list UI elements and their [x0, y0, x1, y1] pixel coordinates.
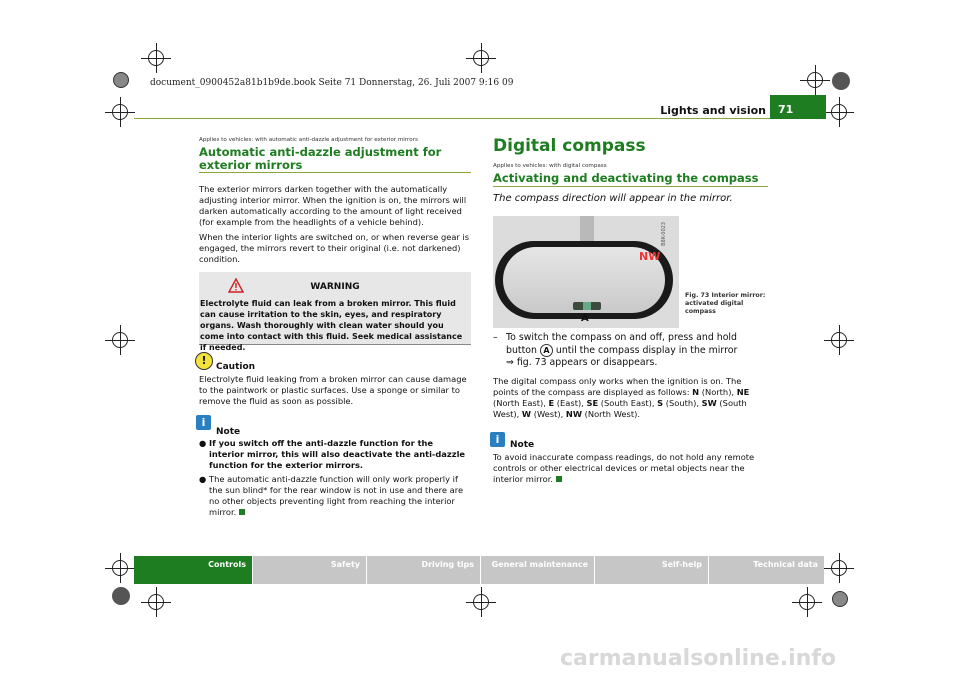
note-title: Note: [510, 440, 535, 450]
compass-display: NW: [639, 250, 661, 263]
header-rule: [134, 118, 824, 119]
crosshair-icon: [831, 560, 847, 576]
text: (East),: [554, 398, 587, 408]
chapter-tabs: [134, 556, 826, 584]
text: The digital compass only works when the ignition is on. The points of the compass are displayed as follows:: [493, 376, 742, 397]
list-item: [199, 438, 471, 471]
caution-icon: !: [195, 352, 213, 370]
info-icon: i: [490, 432, 505, 447]
compass-point: SE: [586, 398, 599, 408]
figure-reference: ⇒ fig. 73 appears or disappears.: [506, 357, 658, 368]
compass-point: E: [548, 398, 555, 408]
running-header: Lights and vision: [660, 104, 766, 117]
registration-star-icon: [113, 72, 129, 88]
note-list: [199, 438, 471, 518]
note-bullet-text: The automatic anti-dazzle function will only work properly if the sun blind* for the rear window is not in use and there are no other objects preventing light from reaching the interior mirror.: [209, 474, 464, 517]
note-text-content: To avoid inaccurate compass readings, do not hold any remote controls or other electrical devices or metal objects near the interior mirror.: [493, 452, 755, 484]
list-item: [199, 474, 471, 518]
step-text-a: To switch the compass on and off, press and hold button: [506, 332, 737, 356]
crosshair-icon: [799, 594, 815, 610]
compass-point: NE: [736, 387, 750, 397]
body-text: [199, 184, 471, 265]
bullet-icon: ●: [199, 474, 207, 484]
end-mark-icon: [556, 476, 562, 482]
crosshair-icon: [112, 560, 128, 576]
step-text-b: until the compass display in the mirror: [555, 345, 738, 356]
crosshair-icon: [473, 50, 489, 66]
registration-dot-icon: [112, 587, 130, 605]
step-item: [493, 332, 768, 369]
figure-caption: Fig. 73 Interior mirror: activated digital compass: [685, 292, 766, 315]
registration-dot-icon: [832, 72, 850, 90]
compass-point: S: [657, 398, 664, 408]
info-icon: i: [196, 415, 211, 430]
button-a-icon: A: [540, 344, 553, 357]
caution-text: Electrolyte fluid leaking from a broken mirror can cause damage to the paintwork or plastic surfaces. Use a sponge or similar to remove the fluid as soon as possible.: [199, 374, 467, 406]
tab-driving-tips[interactable]: Driving tips: [367, 556, 480, 584]
tab-controls[interactable]: Controls: [134, 556, 252, 584]
page-heading: Digital compass: [493, 136, 646, 156]
note-bullet-text: If you switch off the anti-dazzle function for the interior mirror, this will also deactivate the anti-dazzle function for the exterior mirrors.: [209, 438, 466, 470]
intro-text: The compass direction will appear in the mirror.: [493, 193, 733, 204]
paragraph: The exterior mirrors darken together with the automatically adjusting interior mirror. When the ignition is on, the mirrors will darken automatically according to the amount of light received (for example from the headlights of a vehicle behind).: [199, 184, 467, 227]
crosshair-icon: [807, 72, 823, 88]
text: (North East),: [493, 398, 549, 408]
bullet-icon: ●: [199, 438, 207, 448]
mirror-figure: [493, 216, 679, 328]
step-text: [506, 332, 768, 369]
applies-to-label: Applies to vehicles: with automatic anti-dazzle adjustment for exterior mirrors: [199, 137, 418, 143]
text: (South East),: [598, 398, 658, 408]
page-number: 71: [778, 103, 794, 116]
tab-technical-data[interactable]: Technical data: [709, 556, 824, 584]
paragraph: When the interior lights are switched on, or when reverse gear is engaged, the mirrors revert to their original (i.e. not darkened) condition.: [199, 232, 470, 264]
crosshair-icon: [148, 594, 164, 610]
applies-to-label: Applies to vehicles: with digital compass: [493, 163, 607, 169]
text: (North West).: [581, 409, 640, 419]
dash-icon: –: [493, 332, 498, 343]
crosshair-icon: [473, 594, 489, 610]
text: (South West),: [493, 398, 747, 419]
tab-safety[interactable]: Safety: [253, 556, 366, 584]
note-text: [493, 452, 768, 485]
section-rule: [199, 172, 471, 173]
compass-point: NW: [565, 409, 582, 419]
warning-title: WARNING: [310, 282, 360, 292]
crosshair-icon: [148, 50, 164, 66]
compass-point: SW: [701, 398, 717, 408]
compass-point: N: [692, 387, 700, 397]
instruction-step: [493, 332, 768, 369]
file-info: document_0900452a81b1b9de.book Seite 71 Donnerstag, 26. Juli 2007 9:16 09: [150, 78, 514, 88]
section-title: Activating and deactivating the compass: [493, 171, 759, 185]
tab-self-help[interactable]: Self-help: [595, 556, 708, 584]
section-rule: [493, 186, 768, 187]
end-mark-icon: [239, 509, 245, 515]
compass-points-paragraph: [493, 376, 768, 420]
text: (West),: [531, 409, 566, 419]
section-title: Automatic anti-dazzle adjustment for exterior mirrors: [199, 145, 442, 172]
crosshair-icon: [831, 104, 847, 120]
registration-star-icon: [832, 591, 848, 607]
figure-code: B8K-0023: [661, 222, 667, 246]
crosshair-icon: [112, 104, 128, 120]
text: (North),: [699, 387, 737, 397]
mirror-mount: [580, 216, 594, 242]
text: (South),: [663, 398, 702, 408]
warning-text: Electrolyte fluid can leak from a broken mirror. This fluid can cause irritation to the skin, eyes, and respiratory organs. Wash thoroughly with clean water should you come into contact with this fluid. Seek medical assistance if needed.: [200, 299, 463, 352]
mirror-sensor: [583, 302, 591, 310]
crosshair-icon: [831, 332, 847, 348]
watermark: carmanualsonline.info: [560, 646, 836, 671]
crosshair-icon: [112, 332, 128, 348]
tab-general-maintenance[interactable]: General maintenance: [481, 556, 594, 584]
figure-callout-label: A: [581, 313, 589, 324]
caution-title: Caution: [216, 362, 256, 372]
compass-point: W: [521, 409, 532, 419]
note-title: Note: [216, 427, 241, 437]
